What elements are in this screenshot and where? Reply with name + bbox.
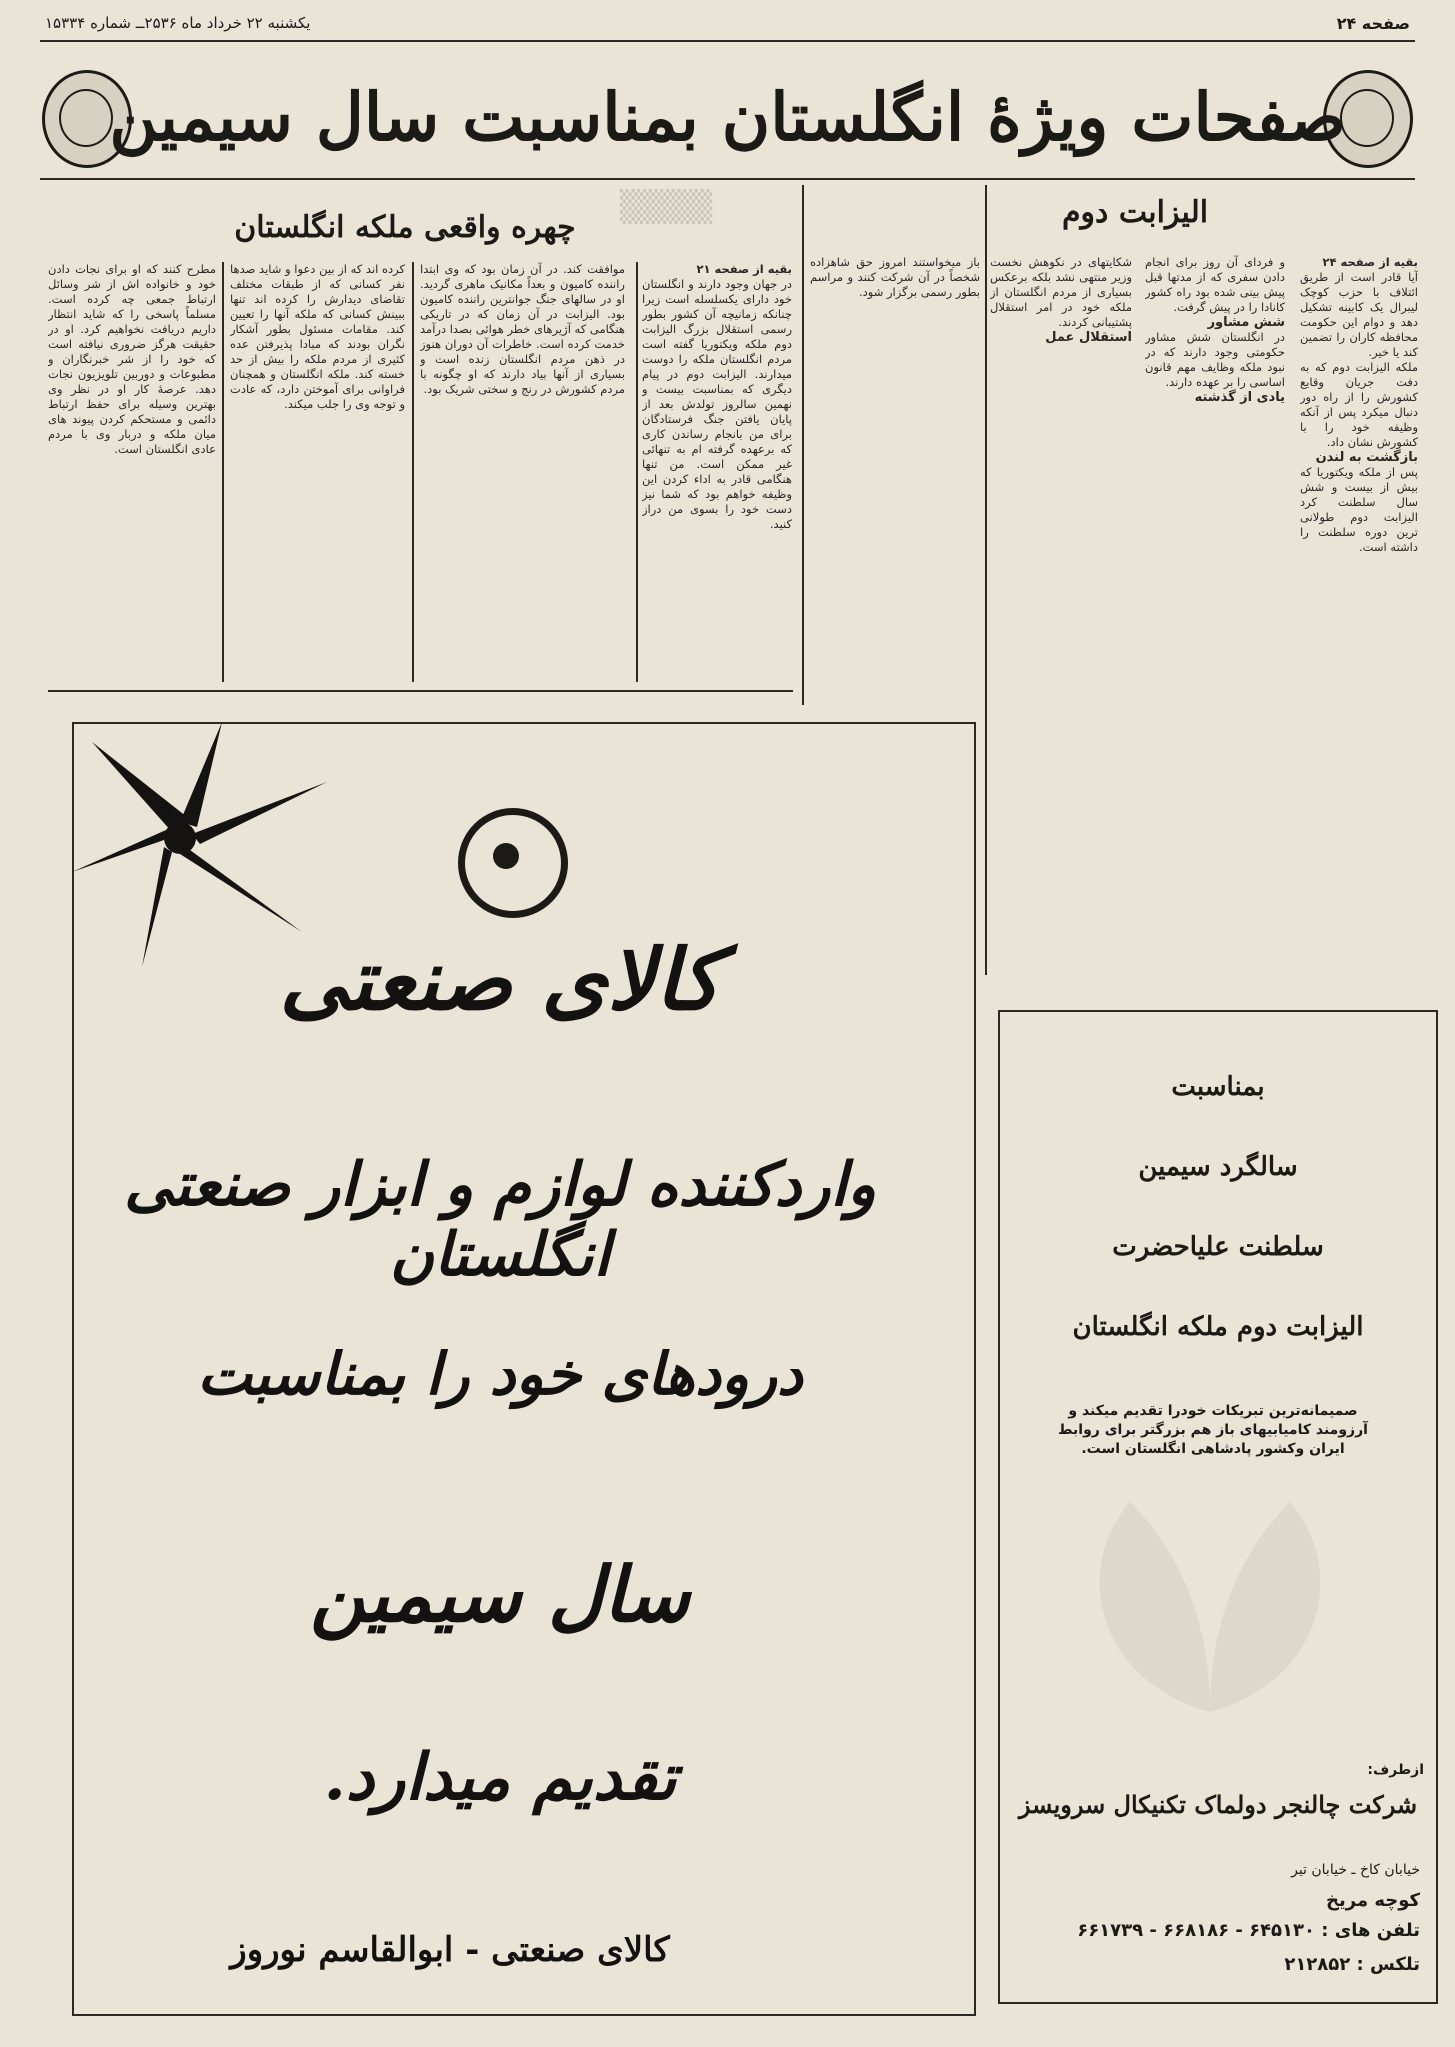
challenger-ad	[998, 1010, 1438, 2004]
col-text: در جهان وجود دارند و انگلستان خود دارای یکسلسله است زیرا چنانکه زمانیچه آن کشور بطور رسمی استقلال بزرگ الیزابت دوم ملکه ویکتوریا گفته است مردم انگلستان ملکه را دوست میدارند. الیزابت دوم در پیام دیگری که بمناسبت بیست و نهمین سالروز تولدش بعد از پایان یافتن جنگ فرستادگان برای من بانجام رساندن کاری که برعهده گرفته ام به تنهائی غیر ممکن است. من تنها هنگامی قادر به اداء کردن این وظیفه خواهم بود که شما نیز دست خود را بسوی من دراز کنید.	[642, 277, 792, 531]
article-right-title: الیزابت دوم	[1061, 195, 1209, 230]
col-text: پس از ملکه ویکتوریا که بیش از بیست و شش سال سلطنت کرد الیزابت دوم طولانی ترین دوره سلطنت را داشته است.	[1300, 465, 1418, 554]
subheading-memory: یادی از گذشته	[1194, 390, 1285, 405]
ad-line-silver-year: سال سیمین	[310, 1550, 690, 1639]
page-number: صفحه ۲۴	[1336, 14, 1410, 33]
article-left-title: چهره واقعی ملکه انگلستان	[234, 210, 576, 245]
right-ad-phones: تلفن های : ۶۴۵۱۳۰ - ۶۶۸۱۸۶ - ۶۶۱۷۳۹	[1077, 1920, 1420, 1941]
continued-note: بقیه از صفحه ۲۱	[696, 262, 792, 276]
article-left-col2	[420, 262, 625, 682]
ad-line-presents: تقدیم میدارد.	[323, 1740, 677, 1815]
article-right-col1	[1300, 255, 1418, 955]
col-text: آیا قادر است از طریق ائتلاف با حزب کوچک لیبرال یک کابینه تشکیل دهد و دوام این حکومت محافظه کاران را تضمین کند یا خیر.	[1300, 270, 1418, 359]
article-right-col2	[1145, 255, 1285, 955]
right-ad-queen: الیزابت دوم ملکه انگلستان	[1072, 1312, 1364, 1342]
right-ad-address-street: خیابان کاخ ـ خیابان تیر	[1291, 1862, 1420, 1878]
right-ad-message: صمیمانه‌ترین تبریکات خودرا تقدیم میکند و آرزومند کامیابیهای باز هم بزرگتر برای روابط ایران وکشور پادشاهی انگلستان است.	[1058, 1403, 1368, 1457]
right-ad-majesty: سلطنت علیاحضرت	[1112, 1232, 1324, 1262]
col-text: شکایتهای در نکوهش نخست وزیر منتهی نشد بلکه برعکس بسیاری از مردم انگلستان از ملکه خود در امر استقلال پشتیبانی کردند.	[990, 255, 1132, 329]
article-right-col4	[810, 255, 980, 695]
article-left-col3	[230, 262, 405, 682]
right-ad-company: شرکت چالنجر دولماک تکنیکال سرویسز	[1018, 1790, 1418, 1819]
col-text: کرده اند که از بین دعوا و شاید صدها نفر کسانی که از طبقات مختلف تقاضای دیدارش را کرده اند تنها ببینش کسانی که ملکه آنها را تعیین کند. مقامات مسئول بطور آشکار نگران بودند که مبادا پذیرفتن عده کثیری از مردم ملکه را بیش از حد خسته کند. ملکه انگلستان و همچنان فراوانی برای آموختن دارد، که عادت و توجه وی را جلب میکند.	[230, 262, 405, 411]
right-ad-telex: تلکس : ۲۱۲۸۵۲	[1284, 1954, 1420, 1975]
col-text: مطرح کنند که او برای نجات دادن خود و خانواده اش از شر وسائل ارتباط جمعی چه کرده است. مسلماً پاسخی را که شاید انتظار داریم دریافت نخواهیم کرد. او در حقیقت هرگز ضروری نیافته است که خود را از شر خبرنگاران و مطبوعات و دوربین تلویزیون نجات دهد. عرصهٔ کار او در نظر وی بهترین وسیله برای حفظ ارتباط دائمی و مستحکم کردن پیوند های میان ملکه و دربار وی با مردم عادی انگلستان است.	[48, 262, 216, 456]
subheading-six-advisers: شش مشاور	[1207, 315, 1285, 330]
right-ad-address-alley: کوچه مریخ	[1326, 1890, 1420, 1911]
faded-leaf-decoration-icon	[1060, 1482, 1360, 1732]
column-divider	[802, 185, 804, 705]
article-left-col4	[48, 262, 216, 682]
subheading-independence: استقلال عمل	[1045, 330, 1132, 345]
right-ad-occasion: بمناسبت	[1171, 1072, 1265, 1102]
col-text: موافقت کند. در آن زمان بود که وی ابتدا راننده کامیون و بعداً مکانیک ماهری گردید. او در سالهای جنگ جوانترین راننده کامیون بود. الیزابت در آن زمان که در تاریکی هنگامی که آژیرهای خطر هوائی بصدا درآمد خدمت کرده است. خاطرات آن دوران هنوز در ذهن مردم انگلستان زنده است و بسیاری از آنها بیاد دارند که او چگونه با مردم کشورش در رنج و سختی شریک بود.	[420, 262, 625, 396]
ad-line-greetings: درودهای خود را بمناسبت	[197, 1340, 803, 1408]
column-divider	[636, 262, 638, 682]
ad-line-importer: واردکننده لوازم و ابزار صنعتی انگلستان	[124, 1150, 876, 1290]
col-text: و فردای آن روز برای انجام دادن سفری که از مدتها قبل پیش بینی شده بود راه کشور کانادا را در پیش گرفت.	[1145, 255, 1285, 314]
article-right-col3	[990, 255, 1132, 955]
subheading-return-london: بازگشت به لندن	[1315, 450, 1418, 465]
column-divider	[412, 262, 414, 682]
header-rule	[40, 40, 1415, 42]
banner-title: صفحات ویژهٔ انگلستان بمناسبت سال سیمین	[109, 78, 1346, 156]
bleed-through-decoration: ▒▒▒▒	[620, 190, 713, 225]
gear-emblem-icon	[458, 808, 568, 918]
continued-note: بقیه از صفحه ۲۴	[1322, 255, 1418, 269]
column-divider	[222, 262, 224, 682]
ad-line-brand: کالای صنعتی	[279, 930, 721, 1029]
col-text: ملکه الیزابت دوم که به دفت جریان وقایع کشورش را از راه دور دنبال میکرد پس از آنکه وظیفه خود را با کشورش نشان داد.	[1300, 360, 1418, 449]
dateline: یکشنبه ۲۲ خرداد ماه ۲۵۳۶ــ شماره ۱۵۳۳۴	[45, 14, 311, 32]
article-left-col1	[642, 262, 792, 682]
article-bottom-rule	[48, 690, 793, 692]
right-ad-anniversary: سالگرد سیمین	[1138, 1152, 1298, 1182]
column-divider	[985, 185, 987, 975]
ad-signature: کالای صنعتی - ابوالقاسم نوروز	[230, 1930, 670, 1970]
col-text: باز میخواستند امروز حق شاهزاده شخصاً در آن شرکت کنند و مراسم بطور رسمی برگزار شود.	[810, 255, 980, 299]
col-text: در انگلستان شش مشاور حکومتی وجود دارند که در نبود ملکه وظایف مهم قانون اساسی را بر عهده دارند.	[1145, 330, 1285, 389]
banner-rule	[40, 178, 1415, 180]
right-ad-from-label: ازطرف:	[1367, 1762, 1424, 1778]
